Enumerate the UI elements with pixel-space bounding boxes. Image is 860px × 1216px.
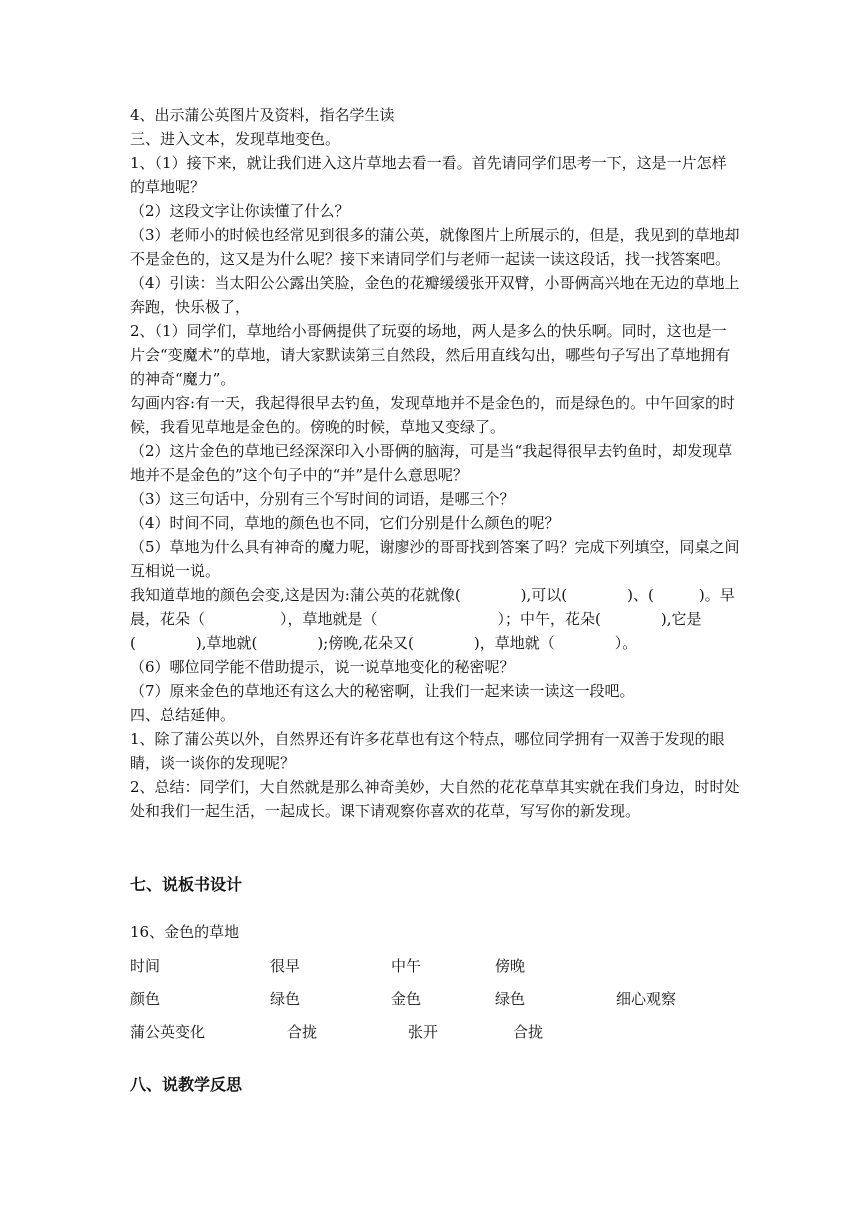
section-heading: 三、进入文本，发现草地变色。 [130, 130, 341, 148]
section-7-heading: 七、说板书设计 [130, 875, 243, 894]
board-cell: 绿色 [270, 990, 301, 1008]
paragraph: （4）时间不同，草地的颜色也不同，它们分别是什么颜色的呢？ [130, 514, 560, 532]
paragraph: 1、除了蒲公英以外，自然界还有许多花草也有这个特点，哪位同学拥有一双善于发现的眼睛，谈一谈你的发现呢？ [130, 730, 725, 772]
board-cell: 金色 [391, 990, 422, 1008]
paragraph: 勾画内容:有一天，我起得很早去钓鱼，发现草地并不是金色的，而是绿色的。中午回家的时候，我看见草地是金色的。傍晚的时候，草地又变绿了。 [130, 394, 736, 436]
board-cell: 张开 [408, 1023, 439, 1041]
paragraph: 2、总结：同学们，大自然就是那么神奇美妙，大自然的花花草草其实就在我们身边，时时处处和我们一起生活，一起成长。课下请观察你喜欢的花草，写写你的新发现。 [130, 778, 740, 820]
paragraph: （6）哪位同学能不借助提示，说一说草地变化的秘密呢？ [130, 658, 515, 676]
board-cell: 蒲公英变化 [130, 1023, 206, 1041]
paragraph: 2、（1）同学们，草地给小哥俩提供了玩耍的场地，两人是多么的快乐啊。同时，这也是一片会“变魔术”的草地，请大家默读第三自然段，然后用直线勾出，哪些句子写出了草地拥有的神奇“魔力”。 [130, 322, 731, 388]
section-8-heading: 八、说教学反思 [130, 1075, 243, 1094]
paragraph: （2）这片金色的草地已经深深印入小哥俩的脑海，可是当“我起得很早去钓鱼时，却发现草地并不是金色的”这个句子中的“并”是什么意思呢？ [130, 442, 733, 484]
board-cell: 傍晚 [495, 957, 526, 975]
paragraph: （4）引读：当太阳公公露出笑脸，金色的花瓣缓缓张开双臂，小哥俩高兴地在无边的草地上奔跑，快乐极了， [130, 274, 740, 316]
paragraph: （2）这段文字让你读懂了什么？ [130, 202, 350, 220]
paragraph: 4、出示蒲公英图片及资料，指名学生读 [130, 106, 395, 124]
board-cell: 颜色 [130, 990, 161, 1008]
board-cell: 合拢 [513, 1023, 544, 1041]
fill-in-blank-paragraph: 我知道草地的颜色会变,这是因为:蒲公英的花就像( ),可以( )、( )。早晨，花朵（ ），草地就是（ ）；中午，花朵( ),它是( ),草地就( );傍晚,花朵又( )，草地就（ ）。 [130, 586, 735, 652]
board-row-dandelion [130, 1021, 750, 1045]
board-row-time [130, 955, 750, 979]
board-cell: 细心观察 [616, 990, 677, 1008]
board-cell: 合拢 [287, 1023, 318, 1041]
paragraph: （3）老师小的时候也经常见到很多的蒲公英，就像图片上所展示的，但是，我见到的草地却不是金色的，这又是为什么呢？接下来请同学们与老师一起读一读这段话，找一找答案吧。 [130, 226, 740, 268]
lesson-body [130, 103, 740, 823]
board-cell: 时间 [130, 957, 161, 975]
board-cell: 中午 [391, 957, 422, 975]
board-row-color [130, 988, 750, 1012]
paragraph: （3）这三句话中，分别有三个写时间的词语，是哪三个？ [130, 490, 515, 508]
board-cell: 很早 [270, 957, 301, 975]
board-title: 16、金色的草地 [130, 923, 240, 941]
board-cell: 绿色 [495, 990, 526, 1008]
paragraph: （7）原来金色的草地还有这么大的秘密啊，让我们一起来读一读这一段吧。 [130, 682, 635, 700]
paragraph: 1、（1）接下来，就让我们进入这片草地去看一看。首先请同学们思考一下，这是一片怎样的草地呢？ [130, 154, 727, 196]
paragraph: （5）草地为什么具有神奇的魔力呢，谢廖沙的哥哥找到答案了吗？完成下列填空，同桌之间互相说一说。 [130, 538, 740, 580]
section-heading: 四、总结延伸。 [130, 706, 236, 724]
